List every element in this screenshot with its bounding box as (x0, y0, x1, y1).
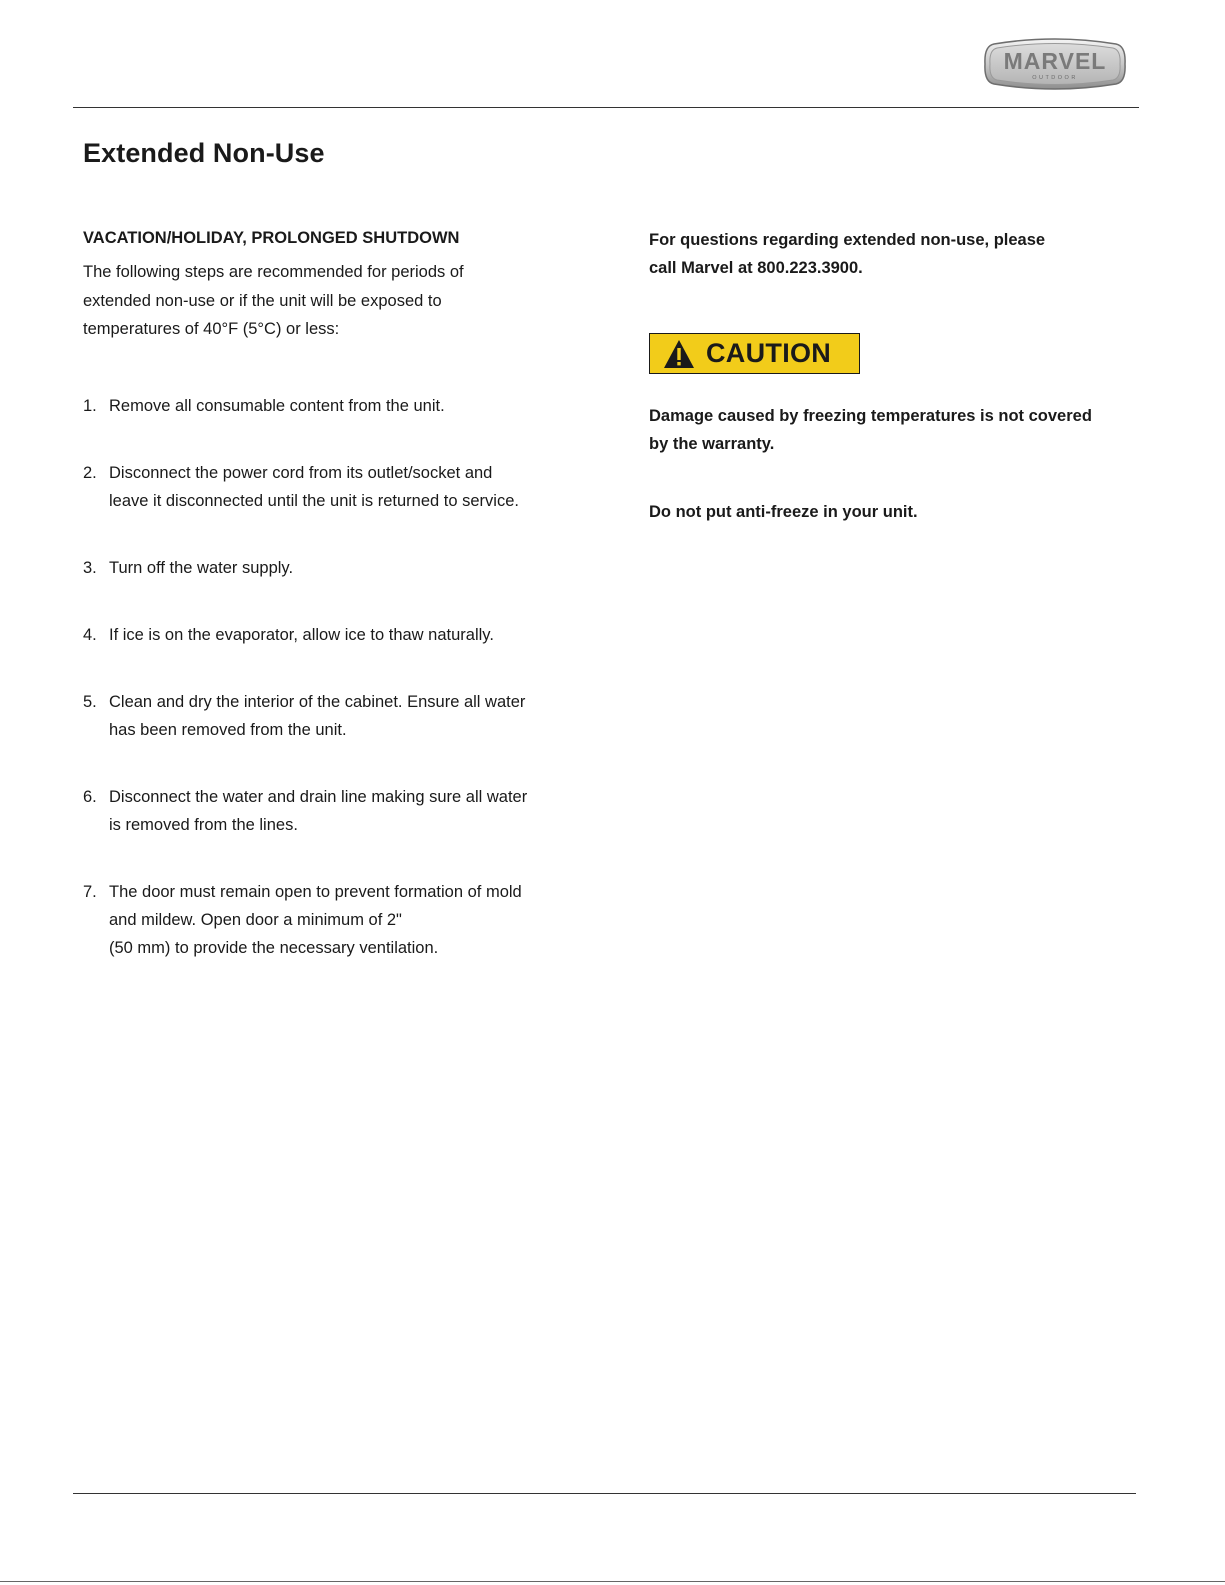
list-item (83, 459, 573, 515)
intro-paragraph (83, 258, 573, 344)
step-text (109, 392, 573, 420)
warning-line: Damage caused by freezing temperatures is not covered (649, 407, 1092, 425)
step-number: 6. (83, 787, 97, 806)
contact-line: For questions regarding extended non-use, please (649, 231, 1046, 249)
footer-divider (73, 1493, 1136, 1494)
left-column (83, 226, 573, 1001)
list-item (83, 878, 573, 962)
step-text (109, 621, 573, 649)
marvel-outdoor-logo (980, 36, 1130, 92)
warranty-warning (649, 402, 1149, 458)
warning-triangle-icon (663, 339, 695, 369)
list-item (83, 783, 573, 839)
step-number: 7. (83, 882, 97, 901)
contact-note (649, 226, 1149, 282)
antifreeze-warning: Do not put anti-freeze in your unit. (649, 503, 918, 521)
intro-line: The following steps are recommended for periods of (83, 263, 464, 281)
step-number: 3. (83, 558, 97, 577)
step-line: The door must remain open to prevent formation of mold (109, 882, 522, 901)
step-line: Turn off the water supply. (109, 558, 294, 577)
intro-line: temperatures of 40°F (5°C) or less: (83, 320, 340, 338)
logo-subtext: OUTDOOR (1032, 75, 1078, 81)
logo-badge (980, 36, 1130, 92)
step-text (109, 878, 573, 962)
step-line: If ice is on the evaporator, allow ice to thaw naturally. (109, 625, 494, 644)
list-item (83, 688, 573, 744)
step-line: has been removed from the unit. (109, 720, 347, 739)
header-divider (73, 107, 1139, 108)
list-item (83, 392, 573, 420)
step-number: 1. (83, 396, 97, 415)
step-line: is removed from the lines. (109, 815, 298, 834)
list-item (83, 554, 573, 582)
caution-label (649, 333, 860, 374)
steps-list (83, 392, 573, 962)
contact-line: call Marvel at 800.223.3900. (649, 259, 863, 277)
step-line: (50 mm) to provide the necessary ventilation. (109, 938, 439, 957)
page-title: Extended Non-Use (83, 138, 325, 168)
step-number: 5. (83, 692, 97, 711)
right-column (649, 226, 1149, 526)
intro-line: extended non-use or if the unit will be exposed to (83, 291, 442, 310)
step-line: leave it disconnected until the unit is returned to service. (109, 491, 519, 510)
step-line: and mildew. Open door a minimum of 2" (109, 910, 402, 929)
step-text (109, 688, 573, 744)
step-text (109, 459, 573, 515)
step-text (109, 554, 573, 582)
step-line: Clean and dry the interior of the cabinet. Ensure all water (109, 692, 526, 711)
caution-text: CAUTION (706, 338, 832, 368)
logo-wordmark: MARVEL (1003, 48, 1107, 74)
step-line: Remove all consumable content from the unit. (109, 396, 445, 415)
step-line: Disconnect the power cord from its outlet/socket and (109, 463, 493, 482)
warning-line: by the warranty. (649, 435, 775, 453)
step-text (109, 783, 573, 839)
list-item (83, 621, 573, 649)
step-number: 2. (83, 463, 97, 482)
step-line: Disconnect the water and drain line making sure all water (109, 787, 528, 806)
section-heading: VACATION/HOLIDAY, PROLONGED SHUTDOWN (83, 229, 460, 247)
page-edge-divider (0, 1581, 1225, 1582)
step-number: 4. (83, 625, 97, 644)
